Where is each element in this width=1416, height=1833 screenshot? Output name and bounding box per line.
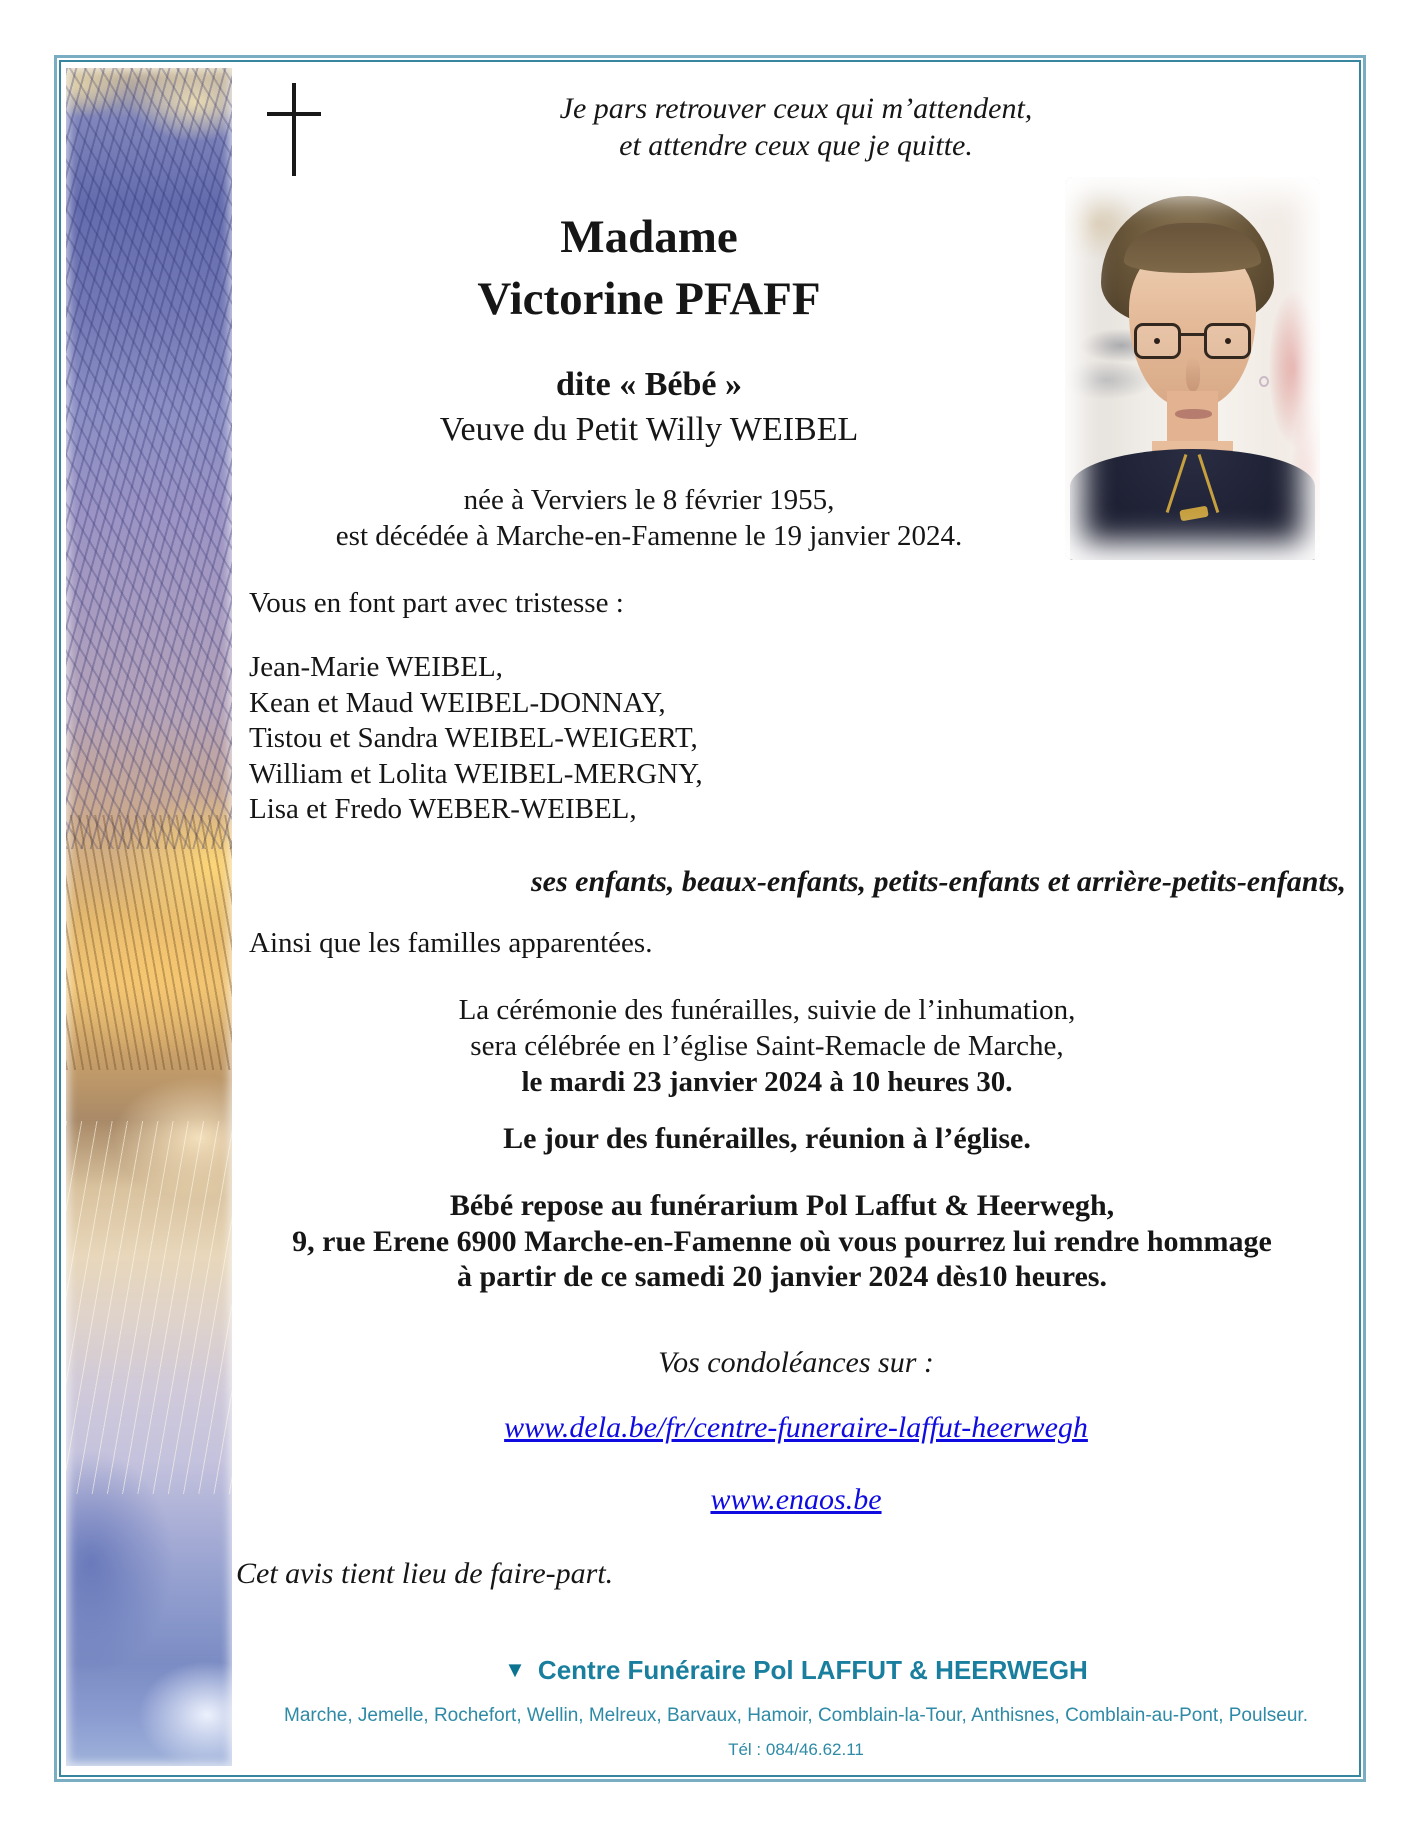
funeral-home-heading <box>232 1655 1360 1685</box>
birth-line: née à Verviers le 8 février 1955, <box>463 484 835 516</box>
family-member: William et Lolita WEIBEL-MERGNY, <box>249 757 703 790</box>
deceased-name: Victorine PFAFF <box>477 273 821 325</box>
announcement-intro: Vous en font part avec tristesse : <box>249 587 624 619</box>
funeral-home-name: Centre Funéraire Pol LAFFUT & HEERWEGH <box>537 1655 1088 1685</box>
branches-texture <box>66 68 232 849</box>
death-line: est décédée à Marche-en-Famenne le 19 janvier 2024. <box>335 520 963 552</box>
repose-line-1: Bébé repose au funérarium Pol Laffut & Heerwegh, <box>449 1189 1115 1222</box>
epitaph-quote <box>232 90 1360 164</box>
family-member: Tistou et Sandra WEIBEL-WEIGERT, <box>249 722 698 754</box>
ceremony-block <box>232 992 1302 1100</box>
deceased-nickname: dite « Bébé » <box>555 366 743 403</box>
epitaph-quote-line-1: Je pars retrouver ceux qui m’attendent, <box>559 92 1033 125</box>
funeral-home-locations: Marche, Jemelle, Rochefort, Wellin, Melreux, Barvaux, Hamoir, Comblain-la-Tour, Anthisnes, Comblain-au-Pont, Poulseur. <box>284 1705 1308 1726</box>
portrait-photo <box>1065 177 1320 560</box>
related-families-line: Ainsi que les familles apparentées. <box>249 927 653 959</box>
salutation: Madame <box>560 211 738 263</box>
condolence-link-enaos[interactable]: www.enaos.be <box>710 1483 882 1516</box>
dark-branches-texture <box>66 815 232 1070</box>
winter-scene-photo <box>66 68 232 1766</box>
photo-vignette <box>1065 177 1320 560</box>
funeral-home-phone: Tél : 084/46.62.11 <box>728 1740 864 1759</box>
condolences-label: Vos condoléances sur : <box>658 1346 934 1379</box>
condolence-link-wrapper <box>232 1412 1360 1443</box>
ceremony-date-line: le mardi 23 janvier 2024 à 10 heures 30. <box>521 1066 1013 1098</box>
family-member: Kean et Maud WEIBEL-DONNAY, <box>249 686 666 719</box>
family-member: Jean-Marie WEIBEL, <box>249 651 503 683</box>
repose-date-line: à partir de ce samedi 20 janvier 2024 dès10 heures. <box>457 1260 1107 1293</box>
snow-texture <box>66 1121 232 1495</box>
ceremony-line-2: sera célébrée en l’église Saint-Remacle de Marche, <box>470 1030 1064 1062</box>
family-member: Lisa et Fredo WEBER-WEIBEL, <box>249 793 637 825</box>
ceremony-line-1: La cérémonie des funérailles, suivie de l’inhumation, <box>458 994 1076 1026</box>
repose-block <box>232 1188 1332 1295</box>
epitaph-quote-line-2: et attendre ceux que je quitte. <box>619 129 973 162</box>
condolence-link-dela[interactable]: www.dela.be/fr/centre-funeraire-laffut-heerwegh <box>504 1411 1088 1444</box>
meeting-line: Le jour des funérailles, réunion à l’église. <box>503 1122 1031 1155</box>
family-list <box>249 650 703 828</box>
condolence-link-wrapper <box>232 1484 1360 1515</box>
deceased-title-block <box>232 206 1066 452</box>
repose-address-line: 9, rue Erene 6900 Marche-en-Famenne où vous pourrez lui rendre hommage <box>292 1224 1272 1258</box>
widow-line: Veuve du Petit Willy WEIBEL <box>439 411 859 448</box>
family-roles-line: ses enfants, beaux-enfants, petits-enfants et arrière-petits-enfants, <box>531 865 1346 898</box>
notice-line: Cet avis tient lieu de faire-part. <box>236 1557 614 1590</box>
birth-death-block <box>232 482 1066 554</box>
triangle-down-icon: ▼ <box>504 1657 526 1682</box>
